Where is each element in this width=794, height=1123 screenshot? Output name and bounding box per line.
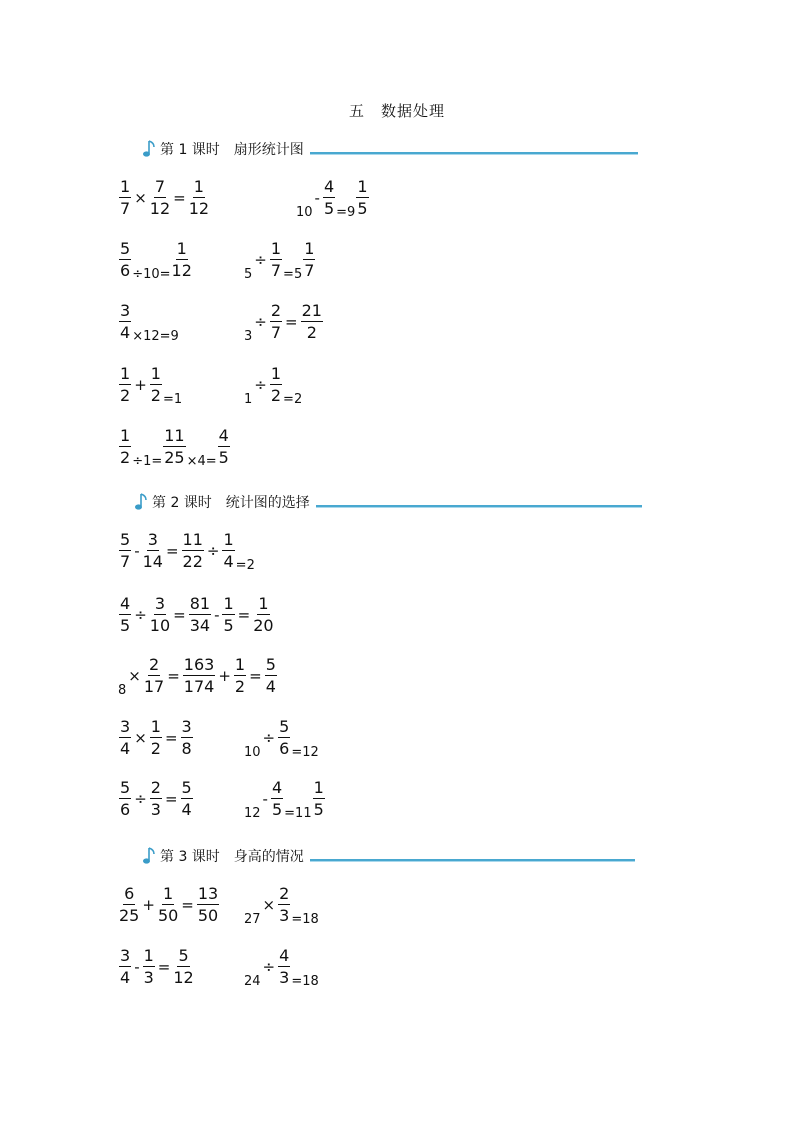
numerator: 163 xyxy=(183,655,215,674)
fraction xyxy=(222,596,234,634)
numerator: 1 xyxy=(143,946,154,965)
operator: + xyxy=(142,896,155,914)
inline-text: 27 xyxy=(244,912,261,927)
fraction xyxy=(253,596,273,634)
exercise-18 xyxy=(244,882,319,928)
denominator: 2 xyxy=(270,386,282,405)
denominator: 4 xyxy=(265,677,276,696)
inline-text: 1 xyxy=(244,392,253,407)
numerator: 1 xyxy=(270,364,282,383)
numerator: 1 xyxy=(120,364,131,383)
fraction xyxy=(150,596,170,634)
denominator: 4 xyxy=(120,739,131,758)
heading-rule xyxy=(316,505,642,507)
denominator: 6 xyxy=(279,739,290,758)
operator: ÷ xyxy=(254,376,267,394)
denominator: 20 xyxy=(253,616,274,635)
numerator: 11 xyxy=(182,530,203,549)
exercise-14 xyxy=(244,715,319,761)
fraction xyxy=(181,719,193,757)
denominator: 7 xyxy=(304,261,315,280)
inline-text: =9 xyxy=(336,205,356,220)
heading-rule xyxy=(310,859,635,861)
section-label: 第 2 课时 统计图的选择 xyxy=(152,495,310,511)
inline-text: 10 xyxy=(244,745,261,760)
numerator: 1 xyxy=(223,530,234,549)
denominator: 7 xyxy=(120,552,131,571)
inline-text: ×4= xyxy=(186,454,217,469)
operator: ÷ xyxy=(262,729,276,747)
fraction xyxy=(173,948,193,986)
exercise-4 xyxy=(244,237,316,283)
fraction xyxy=(270,366,282,404)
numerator: 3 xyxy=(154,594,166,613)
numerator: 5 xyxy=(120,778,131,797)
numerator: 5 xyxy=(120,239,131,258)
fraction xyxy=(119,532,131,570)
fraction xyxy=(144,657,164,695)
operator: + xyxy=(218,667,231,685)
denominator: 2 xyxy=(234,677,246,696)
operator: = xyxy=(157,958,171,976)
operator: ÷ xyxy=(254,313,267,331)
denominator: 2 xyxy=(120,448,131,467)
numerator: 4 xyxy=(279,946,290,965)
operator: × xyxy=(262,896,276,914)
fraction xyxy=(197,886,219,924)
inline-text: 5 xyxy=(244,267,253,282)
denominator: 6 xyxy=(120,261,131,280)
section-heading-1 xyxy=(142,137,638,161)
numerator: 2 xyxy=(279,884,290,903)
denominator: 7 xyxy=(270,261,282,280)
fraction xyxy=(181,780,193,818)
operator: = xyxy=(173,606,186,624)
numerator: 1 xyxy=(120,177,131,196)
fraction xyxy=(278,719,290,757)
inline-text: =5 xyxy=(283,267,303,282)
fraction xyxy=(150,780,162,818)
fraction xyxy=(119,241,131,279)
denominator: 12 xyxy=(149,199,171,218)
fraction xyxy=(143,948,155,986)
inline-text: 8 xyxy=(118,683,127,698)
fraction xyxy=(182,532,204,570)
denominator: 4 xyxy=(120,323,131,342)
numerator: 5 xyxy=(120,530,131,549)
exercise-16 xyxy=(244,776,326,822)
operator: - xyxy=(262,790,268,808)
denominator: 22 xyxy=(182,552,203,571)
fraction xyxy=(143,532,163,570)
numerator: 4 xyxy=(271,778,283,797)
numerator: 81 xyxy=(189,594,211,613)
fraction xyxy=(119,428,131,466)
numerator: 2 xyxy=(150,778,161,797)
inline-text: =12 xyxy=(291,745,319,760)
numerator: 5 xyxy=(178,946,189,965)
denominator: 174 xyxy=(183,677,215,696)
numerator: 1 xyxy=(150,717,161,736)
fraction xyxy=(119,719,131,757)
exercise-12 xyxy=(118,653,278,699)
numerator: 6 xyxy=(124,884,135,903)
denominator: 4 xyxy=(181,800,192,819)
denominator: 4 xyxy=(223,552,234,571)
inline-text: =18 xyxy=(291,912,319,927)
operator: - xyxy=(314,189,320,207)
fraction xyxy=(301,303,323,341)
fraction xyxy=(271,780,283,818)
operator: = xyxy=(237,606,251,624)
denominator: 3 xyxy=(279,968,290,987)
operator: × xyxy=(128,667,141,685)
denominator: 12 xyxy=(173,968,194,987)
fraction xyxy=(189,596,211,634)
inline-text: =2 xyxy=(235,558,255,573)
numerator: 1 xyxy=(176,239,187,258)
denominator: 2 xyxy=(120,386,131,405)
operator: = xyxy=(167,667,180,685)
denominator: 12 xyxy=(171,261,192,280)
exercise-19 xyxy=(118,944,195,990)
operator: × xyxy=(134,189,147,207)
fraction xyxy=(158,886,178,924)
denominator: 10 xyxy=(149,616,171,635)
operator: = xyxy=(285,313,298,331)
numerator: 4 xyxy=(323,177,335,196)
numerator: 1 xyxy=(313,778,324,797)
fraction xyxy=(183,657,216,695)
fraction xyxy=(119,780,131,818)
operator: ÷ xyxy=(134,790,147,808)
numerator: 5 xyxy=(181,778,192,797)
inline-text: =11 xyxy=(284,806,312,821)
operator: = xyxy=(181,896,194,914)
denominator: 3 xyxy=(150,800,161,819)
numerator: 4 xyxy=(120,594,131,613)
inline-text: ×12=9 xyxy=(132,329,179,344)
operator: - xyxy=(134,958,140,976)
fraction xyxy=(119,886,139,924)
fraction xyxy=(222,532,234,570)
fraction xyxy=(150,719,162,757)
numerator: 4 xyxy=(218,426,229,445)
inline-text: ÷10= xyxy=(132,267,171,282)
denominator: 3 xyxy=(279,906,290,925)
operator: ÷ xyxy=(254,251,267,269)
exercise-6 xyxy=(244,299,324,345)
denominator: 2 xyxy=(306,323,317,342)
exercise-11 xyxy=(118,592,275,638)
operator: = xyxy=(164,729,178,747)
exercise-9 xyxy=(118,424,231,470)
operator: × xyxy=(134,729,147,747)
operator: - xyxy=(134,542,140,560)
operator: = xyxy=(165,542,179,560)
fraction xyxy=(265,657,277,695)
numerator: 1 xyxy=(150,364,161,383)
inline-text: 10 xyxy=(296,205,313,220)
denominator: 2 xyxy=(150,386,161,405)
fraction xyxy=(119,303,131,341)
numerator: 1 xyxy=(258,594,269,613)
music-note-icon xyxy=(134,492,150,512)
numerator: 1 xyxy=(304,239,315,258)
music-note-icon xyxy=(142,846,158,866)
numerator: 7 xyxy=(154,177,166,196)
inline-text: 12 xyxy=(244,806,261,821)
denominator: 25 xyxy=(164,448,185,467)
numerator: 1 xyxy=(270,239,282,258)
operator: = xyxy=(249,667,262,685)
operator: ÷ xyxy=(134,606,147,624)
numerator: 3 xyxy=(181,717,192,736)
heading-rule xyxy=(310,152,638,154)
denominator: 5 xyxy=(357,199,368,218)
inline-text: ÷1= xyxy=(132,454,163,469)
inline-text: =18 xyxy=(291,974,319,989)
section-label: 第 3 课时 身高的情况 xyxy=(160,849,304,865)
denominator: 7 xyxy=(120,199,131,218)
fraction xyxy=(150,179,170,217)
fraction xyxy=(119,366,131,404)
fraction xyxy=(218,428,230,466)
denominator: 17 xyxy=(143,677,165,696)
numerator: 1 xyxy=(234,655,246,674)
exercise-2 xyxy=(296,175,370,221)
denominator: 5 xyxy=(323,199,335,218)
numerator: 21 xyxy=(301,301,322,320)
numerator: 3 xyxy=(120,301,131,320)
numerator: 13 xyxy=(197,884,219,903)
operator: - xyxy=(214,606,220,624)
fraction xyxy=(278,948,290,986)
denominator: 12 xyxy=(188,199,210,218)
denominator: 34 xyxy=(189,616,211,635)
operator: + xyxy=(134,376,147,394)
denominator: 3 xyxy=(143,968,154,987)
exercise-13 xyxy=(118,715,194,761)
fraction xyxy=(172,241,192,279)
operator: ÷ xyxy=(262,958,276,976)
numerator: 2 xyxy=(270,301,282,320)
operator: = xyxy=(164,790,178,808)
denominator: 8 xyxy=(181,739,192,758)
exercise-8 xyxy=(244,362,302,408)
inline-text: =2 xyxy=(283,392,303,407)
exercise-5 xyxy=(118,299,179,345)
music-note-icon xyxy=(142,139,158,159)
numerator: 3 xyxy=(120,946,131,965)
fraction xyxy=(119,948,131,986)
fraction xyxy=(234,657,246,695)
fraction xyxy=(278,886,290,924)
exercise-20 xyxy=(244,944,319,990)
denominator: 50 xyxy=(197,906,219,925)
inline-text: =1 xyxy=(162,392,183,407)
numerator: 5 xyxy=(265,655,276,674)
denominator: 6 xyxy=(120,800,131,819)
denominator: 4 xyxy=(120,968,131,987)
operator: = xyxy=(173,189,186,207)
fraction xyxy=(313,780,325,818)
numerator: 2 xyxy=(148,655,160,674)
section-heading-3 xyxy=(142,844,635,868)
fraction xyxy=(150,366,162,404)
exercise-15 xyxy=(118,776,194,822)
fraction xyxy=(323,179,335,217)
exercise-17 xyxy=(118,882,220,928)
fraction xyxy=(163,428,185,466)
numerator: 1 xyxy=(193,177,204,196)
exercise-10 xyxy=(118,528,255,574)
denominator: 14 xyxy=(142,552,163,571)
fraction xyxy=(270,241,282,279)
inline-text: 24 xyxy=(244,974,261,989)
fraction xyxy=(119,596,131,634)
denominator: 50 xyxy=(157,906,179,925)
denominator: 25 xyxy=(119,906,140,925)
fraction xyxy=(119,179,131,217)
numerator: 1 xyxy=(120,426,131,445)
fraction xyxy=(303,241,315,279)
page-title: 五 数据处理 xyxy=(348,102,445,120)
exercise-3 xyxy=(118,237,193,283)
numerator: 1 xyxy=(223,594,234,613)
numerator: 3 xyxy=(147,530,158,549)
fraction xyxy=(189,179,209,217)
numerator: 1 xyxy=(357,177,368,196)
fraction xyxy=(270,303,282,341)
denominator: 5 xyxy=(218,448,229,467)
denominator: 5 xyxy=(223,616,234,635)
numerator: 5 xyxy=(279,717,290,736)
numerator: 3 xyxy=(120,717,131,736)
denominator: 7 xyxy=(270,323,282,342)
numerator: 11 xyxy=(164,426,185,445)
section-label: 第 1 课时 扇形统计图 xyxy=(160,142,304,158)
section-heading-2 xyxy=(134,490,642,514)
inline-text: 3 xyxy=(244,329,253,344)
denominator: 5 xyxy=(271,800,283,819)
denominator: 5 xyxy=(120,616,131,635)
denominator: 2 xyxy=(150,739,161,758)
denominator: 5 xyxy=(313,800,324,819)
exercise-1 xyxy=(118,175,210,221)
operator: ÷ xyxy=(206,542,220,560)
exercise-7 xyxy=(118,362,182,408)
numerator: 1 xyxy=(163,884,174,903)
fraction xyxy=(356,179,368,217)
